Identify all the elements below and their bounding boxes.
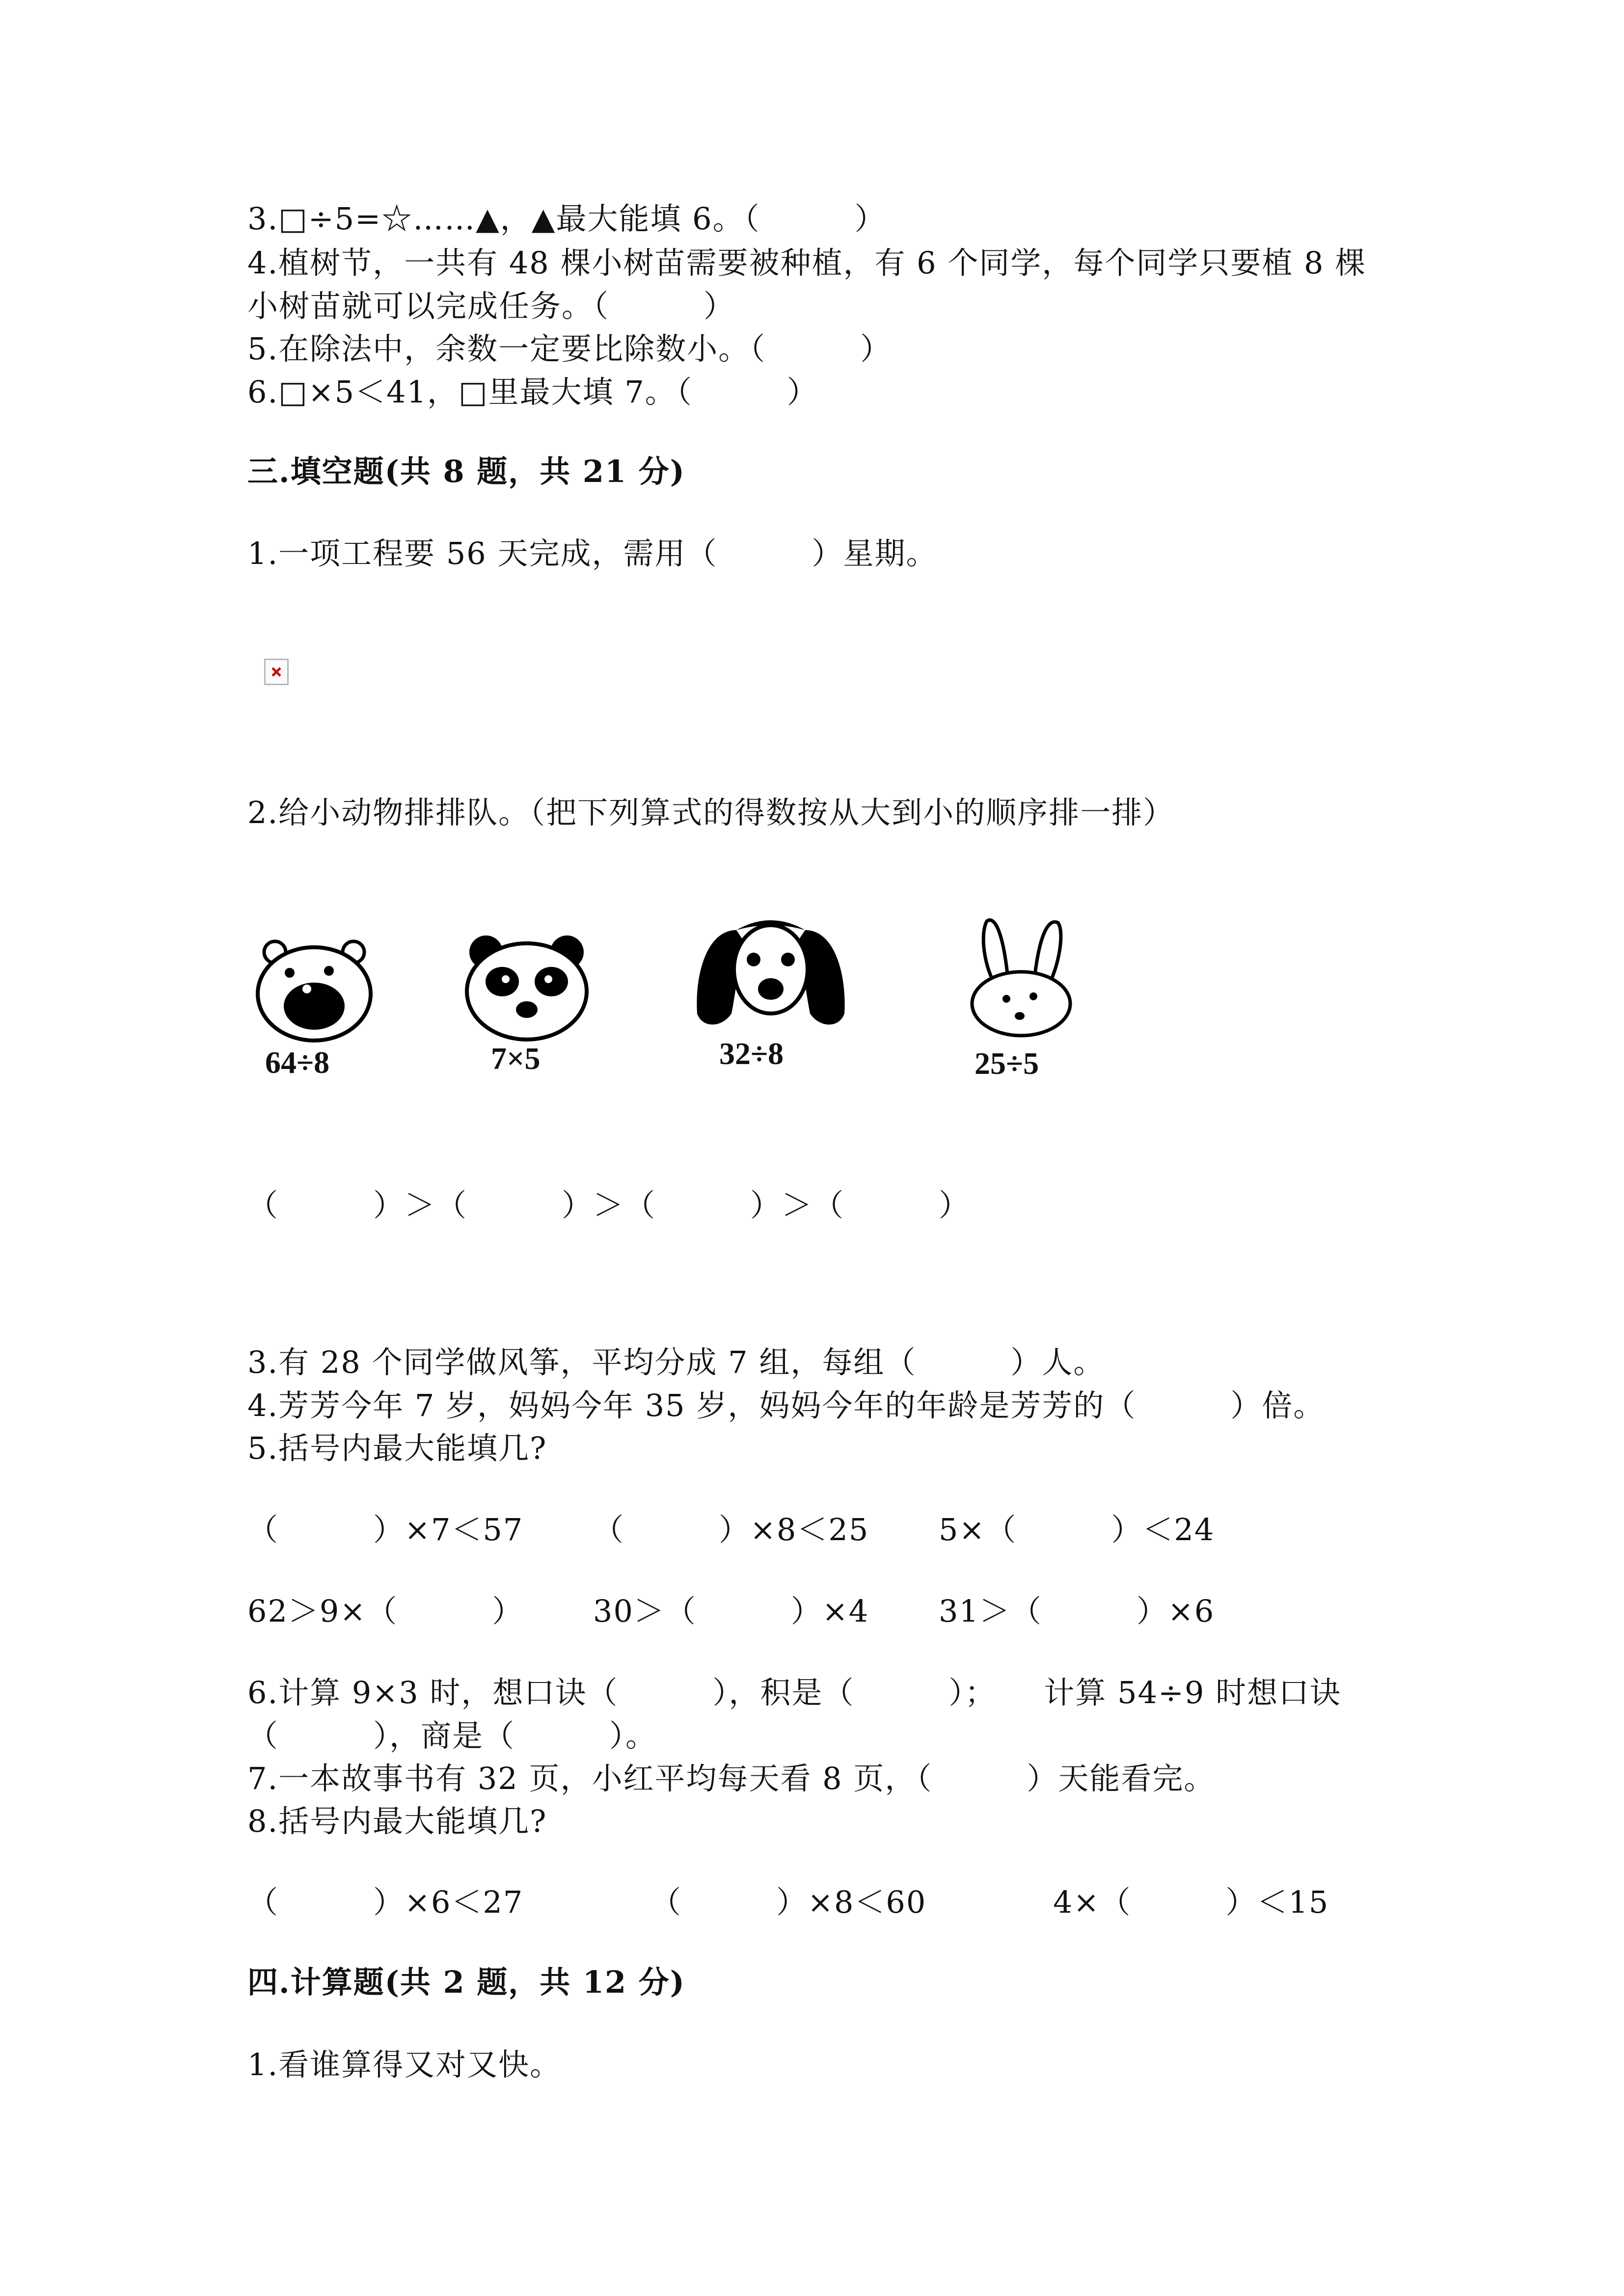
fill-question-1: 1.一项工程要 56 天完成，需用（ ）星期。 — [247, 535, 938, 571]
fill-question-8: 8.括号内最大能填几? — [247, 1803, 547, 1839]
q5-row1-item: 5×（ ）＜24 — [939, 1512, 1215, 1548]
panda-expression: 7×5 — [491, 1041, 541, 1076]
panda-illustration — [464, 930, 596, 1043]
fill-question-3: 3.有 28 个同学做风筝，平均分成 7 组，每组（ ）人。 — [247, 1344, 1105, 1380]
fill-question-5: 5.括号内最大能填几? — [247, 1430, 547, 1466]
judge-question-3: 3.□÷5=☆……▲，▲最大能填 6。（ ） — [247, 201, 886, 237]
judge-question-4-line-1: 4.植树节，一共有 48 棵小树苗需要被种植，有 6 个同学，每个同学只要植 8 棵 — [247, 245, 1367, 281]
calc-question-1: 1.看谁算得又对又快。 — [247, 2047, 562, 2082]
broken-image-icon — [264, 659, 289, 685]
bear-illustration — [253, 937, 380, 1050]
dog-illustration — [692, 915, 849, 1033]
order-answer-line: （ ）＞（ ）＞（ ）＞（ ） — [247, 1187, 971, 1223]
q8-row-item: 4×（ ）＜15 — [1053, 1884, 1329, 1920]
fill-question-6-line-2: （ ），商是（ ）。 — [247, 1718, 657, 1754]
judge-question-5: 5.在除法中，余数一定要比除数小。（ ） — [247, 331, 892, 367]
q8-row-item: （ ）×8＜60 — [650, 1884, 927, 1920]
fill-question-7: 7.一本故事书有 32 页，小红平均每天看 8 页，（ ）天能看完。 — [247, 1761, 1216, 1796]
dog-expression: 32÷8 — [719, 1036, 784, 1071]
q5-row1-item: （ ）×8＜25 — [593, 1512, 869, 1548]
q8-row-item: （ ）×6＜27 — [247, 1884, 524, 1920]
q5-row2-item: 31＞（ ）×6 — [939, 1593, 1215, 1629]
fill-question-2: 2.给小动物排排队。（把下列算式的得数按从大到小的顺序排一排） — [247, 795, 1175, 830]
section-3-title: 三.填空题(共 8 题，共 21 分) — [247, 454, 686, 489]
fill-question-6-line-1: 6.计算 9×3 时，想口诀（ ），积是（ ）； 计算 54÷9 时想口诀 — [247, 1675, 1342, 1710]
judge-question-4-line-2: 小树苗就可以完成任务。（ ） — [247, 288, 735, 324]
rabbit-expression: 25÷5 — [974, 1046, 1039, 1081]
q5-row1-item: （ ）×7＜57 — [247, 1512, 524, 1548]
q5-row2-item: 62＞9×（ ） — [247, 1593, 524, 1629]
rabbit-illustration — [965, 915, 1078, 1038]
judge-question-6: 6.□×5＜41，□里最大填 7。（ ） — [247, 374, 818, 410]
q5-row2-item: 30＞（ ）×4 — [593, 1593, 869, 1629]
fill-question-4: 4.芳芳今年 7 岁，妈妈今年 35 岁，妈妈今年的年龄是芳芳的（ ）倍。 — [247, 1388, 1325, 1423]
section-4-title: 四.计算题(共 2 题，共 12 分) — [247, 1964, 686, 2000]
bear-expression: 64÷8 — [265, 1045, 330, 1080]
